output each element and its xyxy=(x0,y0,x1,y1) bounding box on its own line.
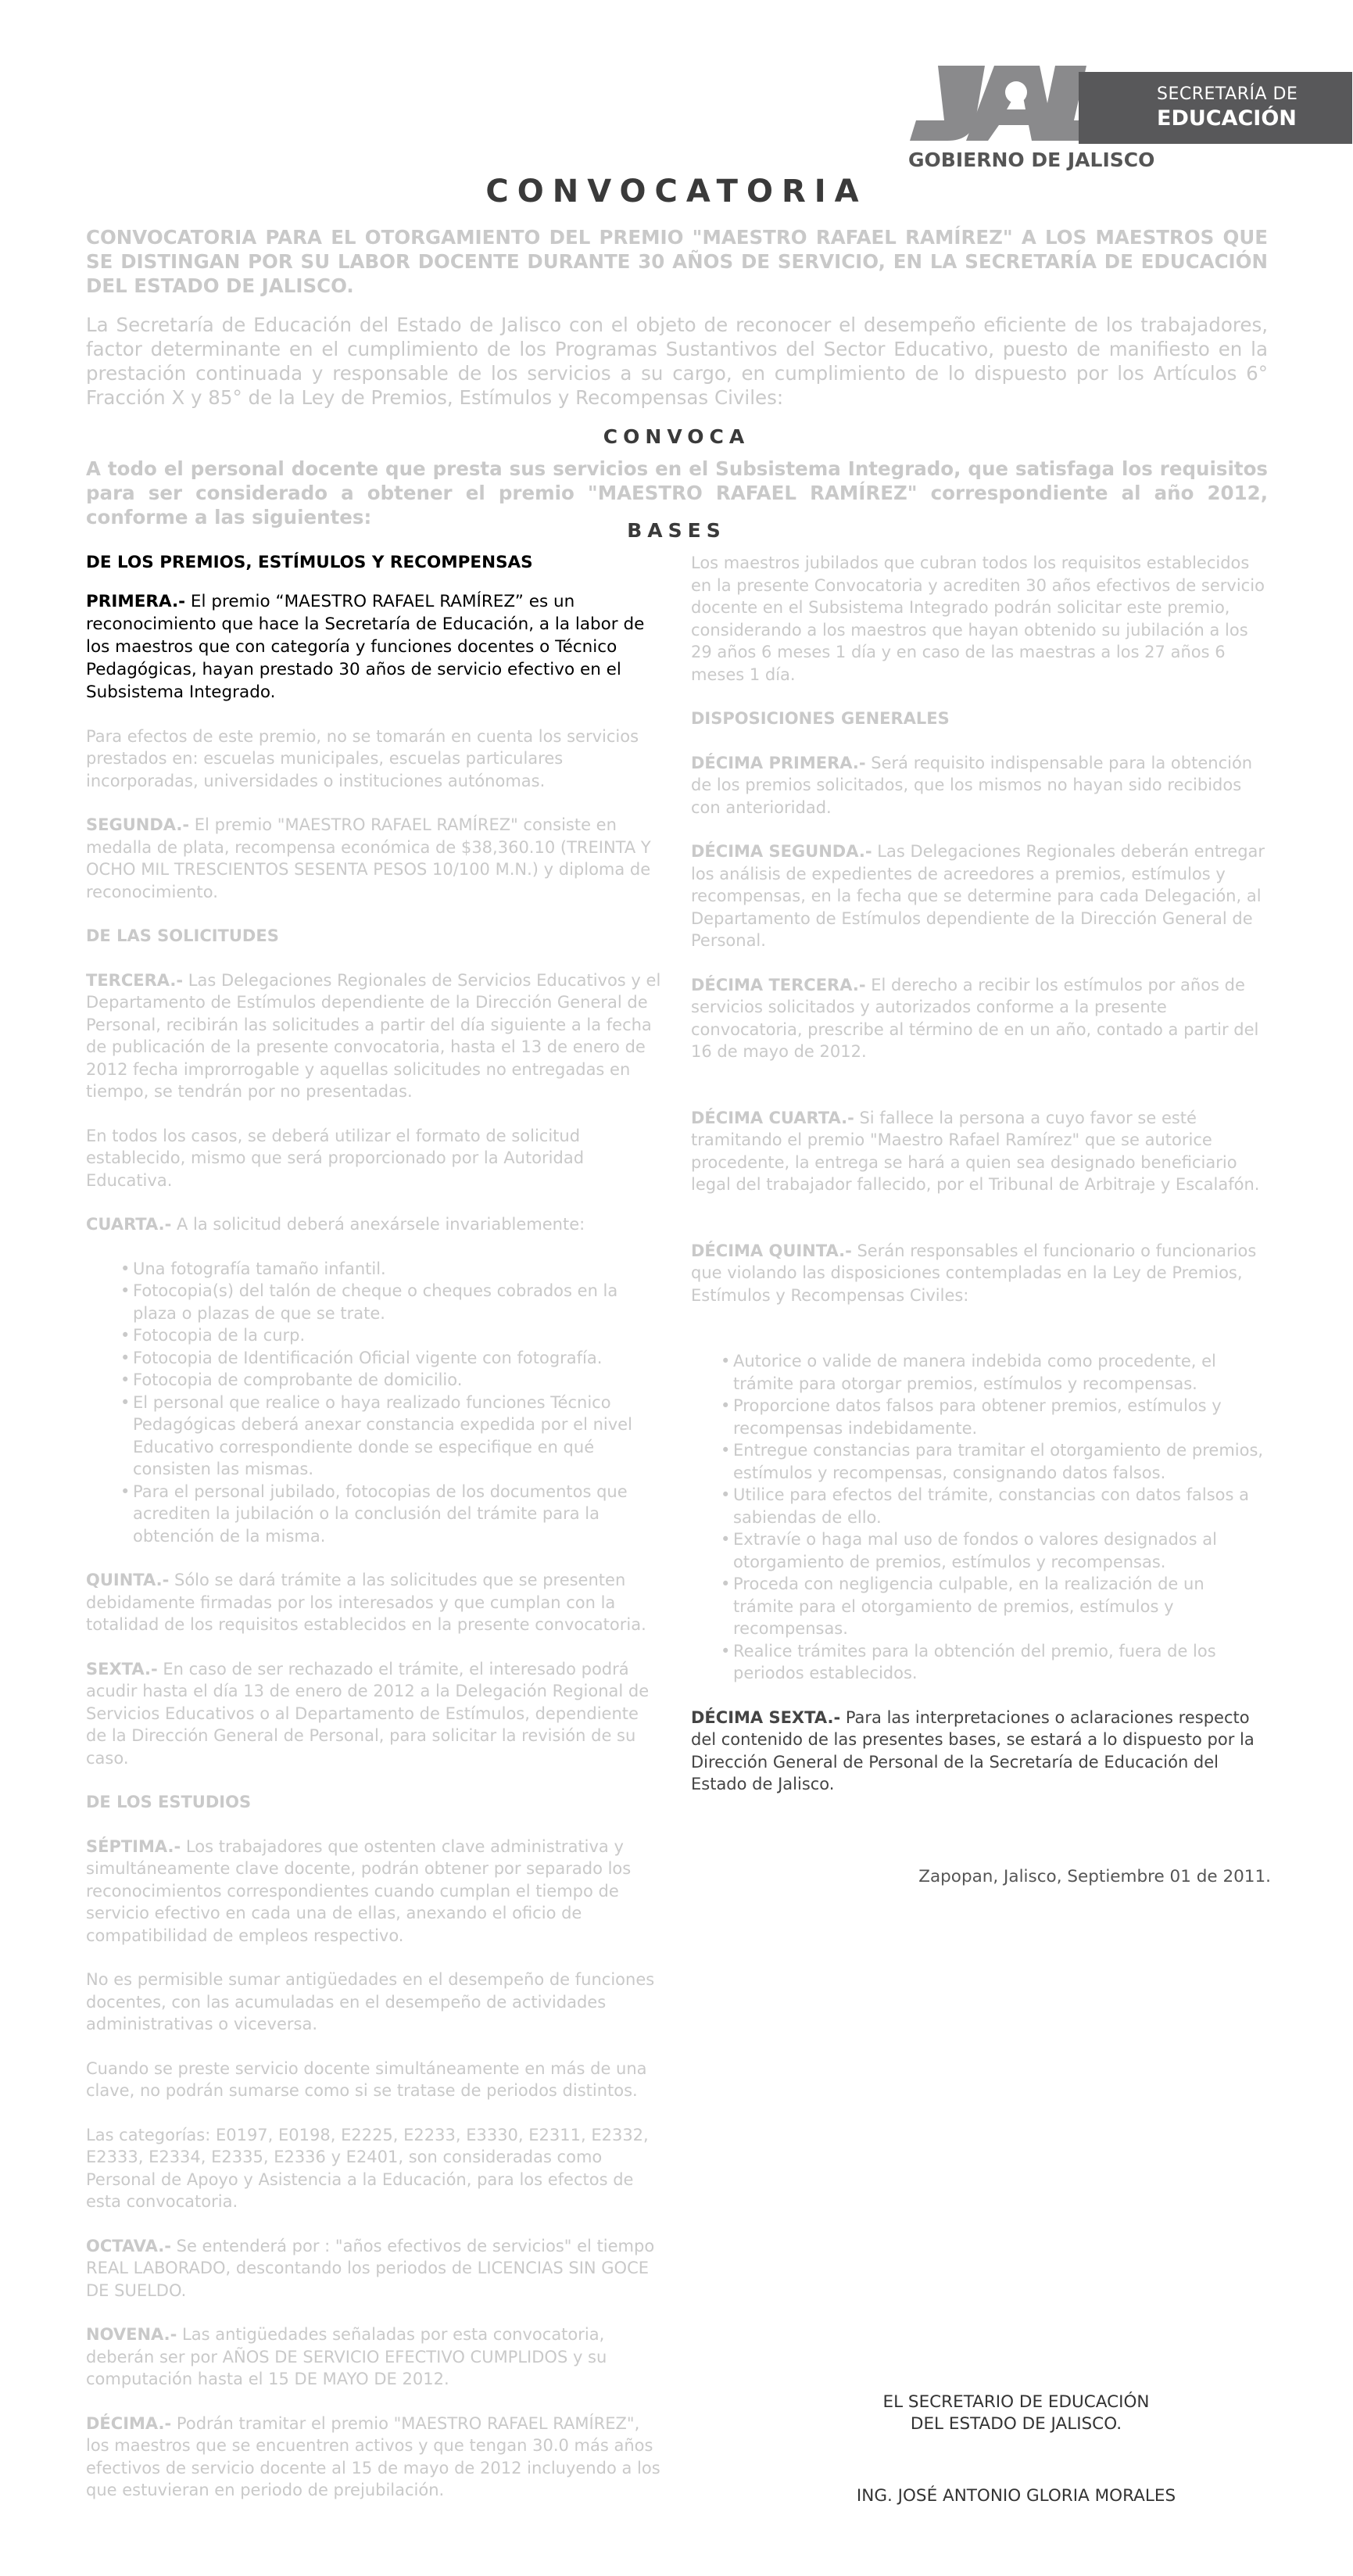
formato-text: En todos los casos, se deberá utilizar el formato de solicitud establecido, mismo que será proporcionado por la Autoridad Educativa. xyxy=(86,1126,585,1190)
quinta-label: QUINTA.- xyxy=(86,1571,170,1589)
sexta-label: SEXTA.- xyxy=(86,1659,158,1679)
sexta-clause xyxy=(86,1658,663,1770)
premios-heading: DE LOS PREMIOS, ESTÍMULOS Y RECOMPENSAS xyxy=(86,553,533,572)
list-item: • Autorice o valide de manera indebida como procedente, el trámite para otorgar premios, estímulos y recompensas. xyxy=(721,1350,1269,1395)
list-item: • El personal que realice o haya realizado funciones Técnico Pedagógicas deberá anexar constancia expedida por el nivel Educativo correspondiente donde se especifique en qué consisten las mismas. xyxy=(120,1392,663,1481)
cuarta-label: CUARTA.- xyxy=(86,1215,172,1234)
list-item: • Fotocopia de Identificación Oficial vigente con fotografía. xyxy=(120,1347,663,1370)
intro-paragraph: La Secretaría de Educación del Estado de Jalisco con el objeto de reconocer el desempeño eficiente de los trabajadores, factor determinante en el cumplimiento de los Programas Sustantivos del Sector Educativo, puesto de manifiesto en la prestación continuada y responsable de los servicios a su cargo, en cumplimiento de lo dispuesto por los Artículos 6° Fracción X y 85° de la Ley de Premios, Estímulos y Recompensas Civiles: xyxy=(86,313,1268,409)
decima-tercera-clause xyxy=(691,974,1269,1063)
list-item: • Extravíe o haga mal uso de fondos o valores designados al otorgamiento de premios, estímulos y recompensas. xyxy=(721,1528,1269,1573)
logo-line2: EDUCACIÓN xyxy=(1157,106,1297,131)
d2-text: Las Delegaciones Regionales deberán entregar los análisis de expedientes de acreedores a premios, estímulos y recompensas, en la fecha que se determine para cada Delegación, al Departamento de Estímulos dependiente de la Dirección General de Personal. xyxy=(691,842,1265,950)
d4-text: Si fallece la persona a cuyo favor se esté tramitando el premio "Maestro Rafael Ramírez" que se autorice procedente, la entrega se hará a quien sea designado beneficiario legal del trabajador fallecido, por el Tribunal de Arbitraje y Escalafón. xyxy=(691,1108,1260,1194)
decima-clause xyxy=(86,2413,663,2502)
novena-clause xyxy=(86,2323,663,2391)
logo-banner xyxy=(1079,72,1352,144)
decima-text: Podrán tramitar el premio "MAESTRO RAFAEL RAMÍREZ", los maestros que se encuentren activos y que tengan 30.0 más años efectivos de servicio docente al 15 de mayo de 2012 incluyendo a los que estuvieran en periodo de prejubilación. xyxy=(86,2413,660,2499)
d5-text: Serán responsables el funcionario o funcionarios que violando las disposiciones contempladas en la Ley de Premios, Estímulos y Recompensas Civiles: xyxy=(691,1241,1257,1305)
signature-line1: EL SECRETARIO DE EDUCACIÓN xyxy=(882,2392,1150,2412)
d1-label: DÉCIMA PRIMERA.- xyxy=(691,753,866,772)
jubilados-text: Los maestros jubilados que cubran todos los requisitos establecidos en la presente Convocatoria y acrediten 30 años efectivos de servicio docente en el Subsistema Integrado podrán solicitar este premio, considerando a los maestros que hayan obtenido su jubilación a los 29 años 6 meses 1 día y en caso de las maestras a los 27 años 6 meses 1 día. xyxy=(691,554,1265,684)
octava-text: Se entenderá por : "años efectivos de servicios" el tiempo REAL LABORADO, descontando los periodos de LICENCIAS SIN GOCE DE SUELDO. xyxy=(86,2236,655,2300)
decima-segunda-clause xyxy=(691,840,1269,952)
list-item: • Para el personal jubilado, fotocopias de los documentos que acrediten la jubilación o la conclusión del trámite para la obtención de la misma. xyxy=(120,1481,663,1548)
signature-name: ING. JOSÉ ANTONIO GLORIA MORALES xyxy=(856,2486,1176,2506)
tercera-text: Las Delegaciones Regionales de Servicios Educativos y el Departamento de Estímulos dependiente de la Dirección General de Personal, recibirán las solicitudes a partir del día siguiente a la fecha de publicación de la presente convocatoria, hasta el 13 de enero de 2012 fecha improrrogable y aquellas solicitudes no entregadas en tiempo, se tendrán por no presentadas. xyxy=(86,970,661,1101)
estudios-heading: DE LOS ESTUDIOS xyxy=(86,1793,252,1811)
list-item: • Fotocopia de comprobante de domicilio. xyxy=(120,1369,663,1392)
decima-quinta-clause xyxy=(691,1240,1269,1307)
quinta-text: Sólo se dará trámite a las solicitudes que se presenten debidamente firmadas por los interesados y que cumplan con la totalidad de los requisitos establecidos en la presente convocatoria. xyxy=(86,1571,646,1634)
primera-clause xyxy=(86,590,663,704)
tercera-clause xyxy=(86,969,663,1103)
novena-label: NOVENA.- xyxy=(86,2325,177,2344)
septima-clause xyxy=(86,1836,663,1947)
septima-label: SÉPTIMA.- xyxy=(86,1836,181,1856)
d1-text: Será requisito indispensable para la obtención de los premios solicitados, que los mismos no hayan sido recibidos con anterioridad. xyxy=(691,753,1253,817)
octava-clause xyxy=(86,2235,663,2302)
left-column xyxy=(86,552,663,2524)
d6-label: DÉCIMA SEXTA.- xyxy=(691,1707,841,1727)
solicitudes-heading: DE LAS SOLICITUDES xyxy=(86,926,279,945)
d4-label: DÉCIMA CUARTA.- xyxy=(691,1108,854,1127)
septima-text: Los trabajadores que ostenten clave administrativa y simultáneamente clave docente, podrán obtener por separado los reconocimientos correspondientes cuando cumplan el tiempo de servicio efectivo en cada una de ellas, anexando el oficio de compatibilidad de empleos respectivo. xyxy=(86,1836,632,1945)
novena-text: Las antigüedades señaladas por esta convocatoria, deberán ser por AÑOS DE SERVICIO EFECTIVO CUMPLIDOS y su computación hasta el 15 DE MAYO DE 2012. xyxy=(86,2325,607,2388)
place-date: Zapopan, Jalisco, Septiembre 01 de 2011. xyxy=(918,1867,1271,1886)
decima-label: DÉCIMA.- xyxy=(86,2413,172,2433)
list-item: • Fotocopia(s) del talón de cheque o cheques cobrados en la plaza o plazas de que se trate. xyxy=(120,1280,663,1324)
cuarta-clause xyxy=(86,1213,663,1236)
segunda-text: El premio "MAESTRO RAFAEL RAMÍREZ" consiste en medalla de plata, recompensa económica de $38,360.10 (TREINTA Y OCHO MIL TRESCIENTOS SESENTA PESOS 10/100 M.N.) y diploma de reconocimiento. xyxy=(86,815,651,901)
no-permisible-text: No es permisible sumar antigüedades en el desempeño de funciones docentes, con las acumuladas en el desempeño de actividades administrativas o viceversa. xyxy=(86,1970,655,2033)
list-item: • Entregue constancias para tramitar el otorgamiento de premios, estímulos y recompensas, consignando datos falsos. xyxy=(721,1439,1269,1484)
sexta-text: En caso de ser rechazado el trámite, el interesado podrá acudir hasta el día 13 de enero de 2012 a la Delegación Regional de Servicios Educativos o al Departamento de Estímulos, dependiente de la Dirección General de Personal, para solicitar la revisión de su caso. xyxy=(86,1659,650,1768)
categorias-text: Las categorías: E0197, E0198, E2225, E2233, E3330, E2311, E2332, E2333, E2334, E2335, E2336 y E2401, son consideradas como Personal de Apoyo y Asistencia a la Educación, para los efectos de esta convocatoria. xyxy=(86,2125,649,2211)
bases-title: BASES xyxy=(627,519,726,542)
primera-text: El premio “MAESTRO RAFAEL RAMÍREZ” es un reconocimiento que hace la Secretaría de Educación, a la labor de los maestros que con categoría y funciones docentes o Técnico Pedagógicas, hayan prestado 30 años de servicio efectivo en el Subsistema Integrado. xyxy=(86,591,645,702)
list-item: • Una fotografía tamaño infantil. xyxy=(120,1258,663,1281)
list-item: • Utilice para efectos del trámite, constancias con datos falsos a sabiendas de ello. xyxy=(721,1484,1269,1528)
d3-text: El derecho a recibir los estímulos por años de servicios solicitados y autorizados conforme a la presente convocatoria, prescribe al término de en un año, contado a partir del 16 de mayo de 2012. xyxy=(691,975,1259,1061)
page-title: CONVOCATORIA xyxy=(485,174,868,210)
right-column xyxy=(691,552,1269,1818)
gobierno-label: GOBIERNO DE JALISCO xyxy=(908,149,1155,171)
efectos-text: Para efectos de este premio, no se tomarán en cuenta los servicios prestados en: escuelas municipales, escuelas particulares incorporadas, universidades o instituciones autónomas. xyxy=(86,726,639,790)
disposiciones-heading: DISPOSICIONES GENERALES xyxy=(691,709,950,728)
octava-label: OCTAVA.- xyxy=(86,2236,171,2255)
cuando-text: Cuando se preste servicio docente simultáneamente en más de una clave, no podrán sumarse como si se tratase de periodos distintos. xyxy=(86,2058,647,2100)
cuarta-text: A la solicitud deberá anexársele invariablemente: xyxy=(171,1215,585,1234)
decima-primera-clause xyxy=(691,752,1269,819)
decima-quinta-list xyxy=(721,1350,1269,1685)
segunda-clause xyxy=(86,814,663,903)
segunda-label: SEGUNDA.- xyxy=(86,815,190,834)
convoca-text: A todo el personal docente que presta sus servicios en el Subsistema Integrado, que satisfaga los requisitos para ser considerado a obtener el premio "MAESTRO RAFAEL RAMÍREZ" correspondiente al año 2012, conforme a las siguientes: xyxy=(86,457,1268,528)
d6-text: Para las interpretaciones o aclaraciones respecto del contenido de las presentes bases, se estará a lo dispuesto por la Dirección General de Personal de la Secretaría de Educación del Estado de Jalisco. xyxy=(691,1707,1255,1793)
jal-logo-icon xyxy=(907,66,1094,144)
tercera-label: TERCERA.- xyxy=(86,970,184,990)
d5-label: DÉCIMA QUINTA.- xyxy=(691,1241,852,1260)
list-item: • Fotocopia de la curp. xyxy=(120,1324,663,1347)
d2-label: DÉCIMA SEGUNDA.- xyxy=(691,842,872,861)
intro-heading: CONVOCATORIA PARA EL OTORGAMIENTO DEL PREMIO "MAESTRO RAFAEL RAMÍREZ" A LOS MAESTROS QUE SE DISTINGAN POR SU LABOR DOCENTE DURANTE 30 AÑOS DE SERVICIO, EN LA SECRETARÍA DE EDUCACIÓN DEL ESTADO DE JALISCO. xyxy=(86,226,1268,297)
list-item: • Realice trámites para la obtención del premio, fuera de los periodos establecidos. xyxy=(721,1640,1269,1685)
decima-sexta-clause xyxy=(691,1707,1269,1796)
signature-line2: DEL ESTADO DE JALISCO. xyxy=(910,2414,1122,2434)
convoca-title: CONVOCA xyxy=(603,425,750,448)
decima-cuarta-clause xyxy=(691,1107,1269,1196)
secretaria-educacion-logo xyxy=(907,66,1352,183)
quinta-clause xyxy=(86,1569,663,1636)
list-item: • Proceda con negligencia culpable, en la realización de un trámite para el otorgamiento de premios, estímulos y recompensas. xyxy=(721,1573,1269,1640)
logo-line1: SECRETARÍA DE xyxy=(1157,84,1298,104)
cuarta-list xyxy=(120,1258,663,1548)
list-item: • Proporcione datos falsos para obtener premios, estímulos y recompensas indebidamente. xyxy=(721,1395,1269,1439)
d3-label: DÉCIMA TERCERA.- xyxy=(691,975,866,994)
faint-left-body xyxy=(86,726,663,2502)
primera-label: PRIMERA.- xyxy=(86,591,186,611)
